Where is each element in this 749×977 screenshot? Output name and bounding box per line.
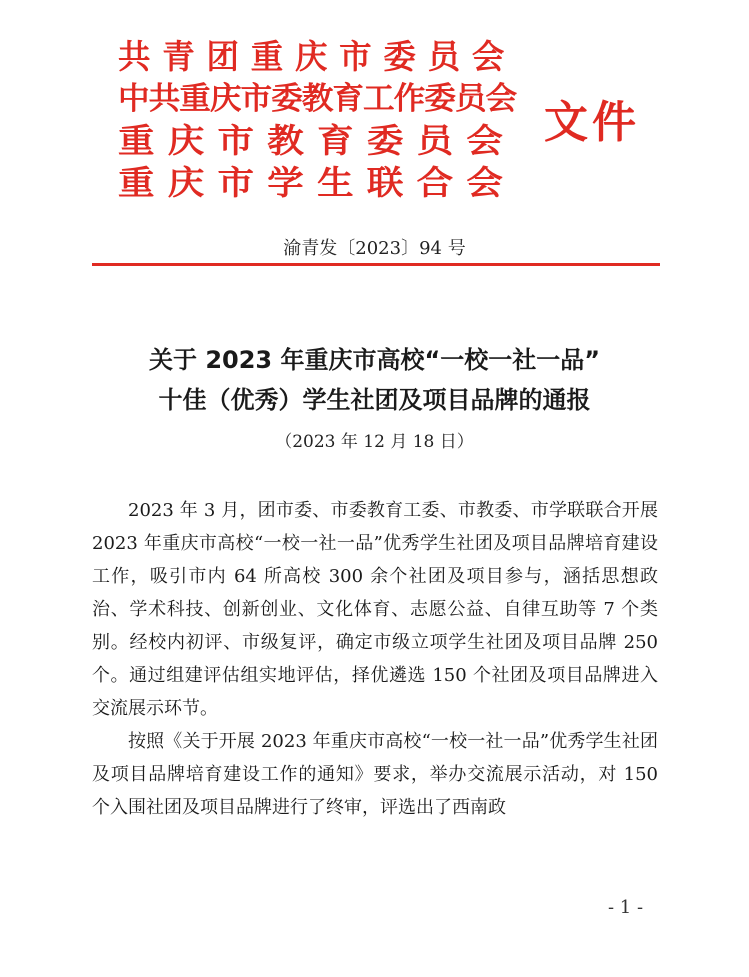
document-title-line-1: 关于 2023 年重庆市高校“一校一社一品” <box>148 346 601 374</box>
body-paragraph: 按照《关于开展 2023 年重庆市高校“一校一社一品”优秀学生社团及项目品牌培育建设工作的通知》要求，举办交流展示活动，对 150 个入围社团及项目品牌进行了终审，评选出了西南政 <box>92 731 658 818</box>
issuer-education-work-committee: 中共重庆市委教育工作委员会 <box>118 81 517 117</box>
document-label: 文件 <box>544 97 640 148</box>
document-number: 渝青发〔2023〕94 号 <box>283 238 466 259</box>
issuer-youth-league-committee: 共青团重庆市委员会 <box>118 37 517 76</box>
document-date: （2023 年 12 月 18 日） <box>275 432 474 452</box>
document-body <box>92 494 658 824</box>
issuer-education-commission: 重庆市教育委员会 <box>118 121 517 160</box>
document-title-line-2: 十佳（优秀）学生社团及项目品牌的通报 <box>158 386 591 414</box>
body-paragraph: 2023 年 3 月，团市委、市委教育工委、市教委、市学联联合开展 2023 年重庆市高校“一校一社一品”优秀学生社团及项目品牌培育建设工作，吸引市内 64 所高校 300 余个社团及项目参与，涵括思想政治、学术科技、创新创业、文化体育、志愿公益、自律互助等 7 个类别。经校内初评、市级复评，确定市级立项学生社团及项目品牌 250 个。通过组建评估组实地评估，择优遴选 150 个社团及项目品牌进入交流展示环节。 <box>92 500 658 719</box>
page-number: - 1 - <box>608 897 644 918</box>
red-divider-line <box>92 263 660 266</box>
issuing-organizations <box>118 36 518 204</box>
issuer-student-federation: 重庆市学生联合会 <box>118 163 517 202</box>
